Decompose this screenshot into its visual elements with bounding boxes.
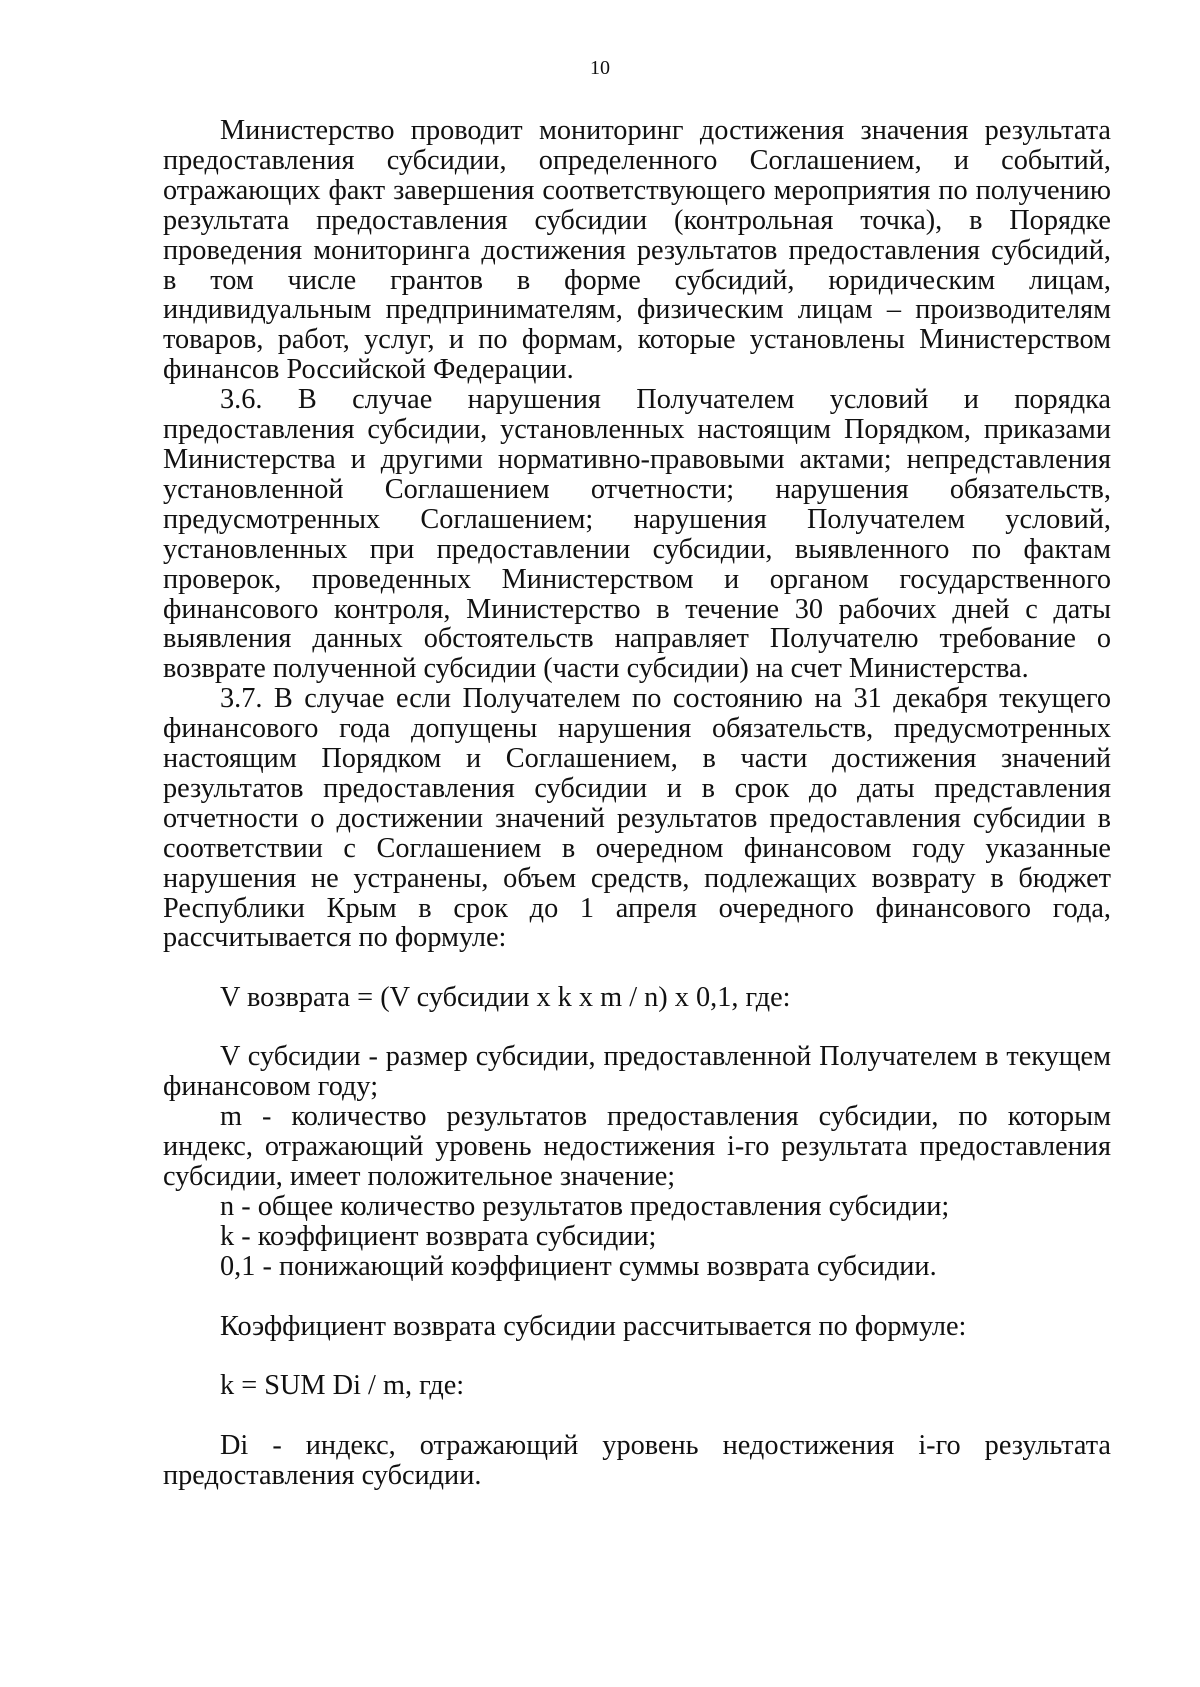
- paragraph-3-7: 3.7. В случае если Получателем по состоянию на 31 декабря текущего финансового года допущены нарушения обязательств, предусмотренных настоящим Порядком и Соглашением, в части достижения значений результатов предоставления субсидии и в срок до даты представления отчетности о достижении значений результатов предоставления субсидии в соответствии с Соглашением в очередном финансовом году указанные нарушения не устранены, объем средств, подлежащих возврату в бюджет Республики Крым в срок до 1 апреля очередного финансового года, рассчитывается по формуле:: [163, 683, 1111, 954]
- page-number: 10: [590, 57, 610, 79]
- coefficient-heading: Коэффициент возврата субсидии рассчитывается по формуле:: [220, 1310, 967, 1342]
- definition-lowering-coefficient: 0,1 - понижающий коэффициент суммы возврата субсидии.: [220, 1250, 937, 1282]
- formula-k: k = SUM Di / m, где:: [220, 1370, 465, 1402]
- definition-k: k - коэффициент возврата субсидии;: [220, 1220, 657, 1252]
- definition-n: n - общее количество результатов предоставления субсидии;: [220, 1190, 950, 1222]
- definition-m: m - количество результатов предоставления субсидии, по которым индекс, отражающий уровень недостижения i-го результата предоставления субсидии, имеет положительное значение;: [163, 1101, 1111, 1192]
- paragraph-monitoring: Министерство проводит мониторинг достижения значения результата предоставления субсидии, определенного Соглашением, и событий, отражающих факт завершения соответствующего мероприятия по получению результата предоставления субсидии (контрольная точка), в Порядке проведения мониторинга достижения результатов предоставления субсидий, в том числе грантов в форме субсидий, юридическим лицам, индивидуальным предпринимателям, физическим лицам – производителям товаров, работ, услуг, и по формам, которые установлены Министерством финансов Российской Федерации.: [163, 115, 1111, 386]
- formula-return-volume: V возврата = (V субсидии x k x m / n) x 0,1, где:: [220, 982, 791, 1014]
- definition-v-subsidy: V субсидии - размер субсидии, предоставленной Получателем в текущем финансовом году;: [163, 1041, 1111, 1103]
- document-body: [163, 116, 1111, 1491]
- definition-di: Di - индекс, отражающий уровень недостижения i-го результата предоставления субсидии.: [163, 1430, 1111, 1492]
- paragraph-3-6: 3.6. В случае нарушения Получателем условий и порядка предоставления субсидии, установленных настоящим Порядком, приказами Министерства и другими нормативно-правовыми актами; непредставления установленной Соглашением отчетности; нарушения обязательств, предусмотренных Соглашением; нарушения Получателем условий, установленных при предоставлении субсидии, выявленного по фактам проверок, проведенных Министерством и органом государственного финансового контроля, Министерство в течение 30 рабочих дней с даты выявления данных обстоятельств направляет Получателю требование о возврате полученной субсидии (части субсидии) на счет Министерства.: [163, 384, 1111, 685]
